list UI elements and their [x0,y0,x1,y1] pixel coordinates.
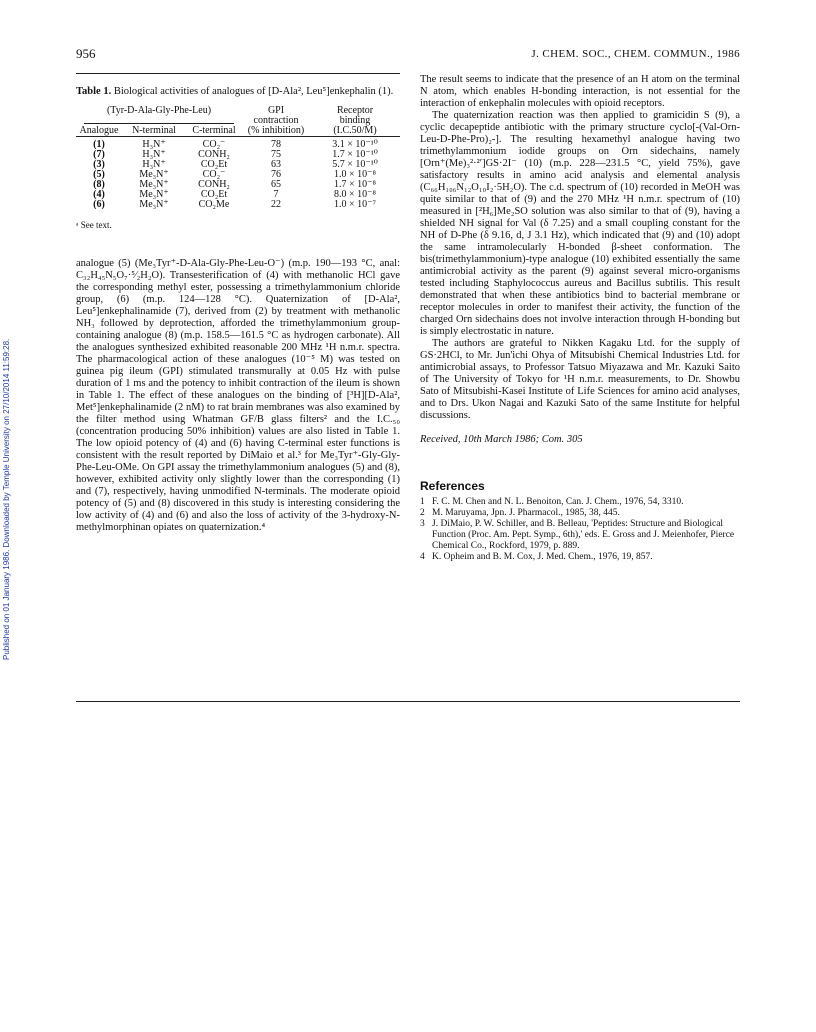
reference-number: 4 [420,552,425,562]
receptor-header-line3: (I.C.50/M) [333,125,377,136]
right-column [420,74,740,563]
journal-header: J. CHEM. SOC., CHEM. COMMUN., 1986 [531,48,740,60]
c-terminal-cell: CONH₂ [198,179,230,190]
header-rule-left [76,73,400,74]
analogue-cell: (3) [93,159,105,170]
reference-item [420,519,740,552]
gpi-cell: 78 [271,139,281,150]
table-caption-text: Biological activities of analogues of [D-Ala², Leu⁵]enkephalin (1). [113,86,394,97]
left-column [76,86,400,534]
table-caption [76,86,400,98]
analogue-cell: (7) [93,149,105,160]
binding-cell: 1.7 × 10⁻⁸ [334,179,376,190]
c-terminal-cell: CO₂⁻ [202,169,226,180]
reference-text: J. DiMaio, P. W. Schiller, and B. Belleau, 'Peptides: Structure and Biological Function (Proc. Am. Pept. Symp., 6th),' eds. E. Gross and J. Meienhofer, Pierce Chemical Co., Rockford, 1979, p. 889. [432,519,735,551]
gpi-cell: 76 [271,169,281,180]
n-terminal-cell: H₃N⁺ [142,159,166,170]
column-header-n-terminal: N-terminal [132,125,176,136]
n-terminal-cell: Me₃N⁺ [139,199,169,210]
body-paragraph-1: The result seems to indicate that the presence of an H atom on the terminal N atom, which enables H-bonding interaction, is not essential for the interaction of enkephalin molecules with opioid receptors. [420,74,740,109]
gpi-header-line2: contraction [253,115,299,126]
c-terminal-cell: CO₂Et [200,159,228,170]
table-row [76,200,400,210]
n-terminal-cell: H₃N⁺ [142,149,166,160]
reference-text: K. Opheim and B. M. Cox, J. Med. Chem., 1976, 19, 857. [432,552,653,562]
binding-cell: 3.1 × 10⁻¹⁰ [332,139,378,150]
n-terminal-cell: Me₃N⁺ [139,189,169,200]
binding-cell: 1.7 × 10⁻¹⁰ [332,149,378,160]
peptide-group-header: (Tyr-D-Ala-Gly-Phe-Leu) [106,105,212,116]
reference-number: 2 [420,508,425,518]
reference-number: 1 [420,497,425,507]
gpi-cell: 63 [271,159,281,170]
gpi-header-line3: (% inhibition) [247,125,305,136]
activity-table [76,106,400,210]
gpi-header-line1: GPI [267,105,285,116]
column-header-c-terminal: C-terminal [192,125,236,136]
gpi-cell: 7 [273,189,279,200]
receptor-header-line1: Receptor [336,105,374,116]
reference-text: F. C. M. Chen and N. L. Benoiton, Can. J. Chem., 1976, 54, 3310. [432,497,684,507]
analogue-cell: (8) [93,179,105,190]
body-paragraph-2: The quaternization reaction was then applied to gramicidin S (9), a cyclic decapeptide antibiotic with the primary structure cyclo[-(Val-Orn-Leu-D-Phe-Pro)₂-]. The resulting hexamethyl analogue having two trimethylammonium iodide groups on Orn sidechains, namely [Orn⁺(Me)₃²·²′]GS·2I⁻ (10) (m.p. 228—231.5 °C, yield 75%), gave satisfactory results in amino acid analysis and elemental analysis (C₆₆H₁₀₆N₁₂O₁₀I₂·5H₂O). The c.d. spectrum of (10) recorded in MeOH was quite similar to that of (9) and the 270 MHz ¹H n.m.r. spectrum of (10) measured in [²H₆]Me₂SO solution was also similar to that of (9), having a shielded NH signal for Val (δ 7.25) and a small coupling constant for the NH of D-Phe (δ 9.16, d, J 3.1 Hz), which indicated that (9) and (10) adopt the same intramolecularly H-bonded β-sheet conformation. The bis(trimethylammonium)-type analogue (10) exhibited essentially the same antimicrobial activity as the parent (9) against several micro-organisms tested including Staphylococcus aureus and Bacillus subtilis. This result demonstrated that when these antibiotics bind to bacterial membrane or receptor molecules in order to manifest their activity, the function of the charged Orn sidechains does not involve interaction through H-bonding but is simply electrostatic in nature. [420,110,740,337]
reference-text: M. Maruyama, Jpn. J. Pharmacol., 1985, 38, 445. [432,508,620,518]
binding-cell: 5.7 × 10⁻¹⁰ [332,159,378,170]
page-number: 956 [76,46,96,61]
n-terminal-cell: Me₃N⁺ [139,179,169,190]
reference-number: 3 [420,519,425,529]
acknowledgements-paragraph: The authors are grateful to Nikken Kagaku Ltd. for the supply of GS·2HCl, to Mr. Jun'ichi Ohya of Mitsubishi Chemical Industries Ltd. for antimicrobial assays, to Professor Tatsuo Miyazawa and Mr. Kazuki Saito of The University of Tokyo for ¹H n.m.r. measurements, to Dr. Showbu Sato of Mitsubishi-Kasei Institute of Life Sciences for amino acid analyses, and to Drs. Ukon Nagai and Kazuki Sato of the same Institute for helpful discussions. [420,338,740,421]
table-footnote: ᵃ See text. [76,220,112,230]
reference-item [420,508,740,519]
gpi-cell: 75 [271,149,281,160]
gpi-cell: 22 [271,199,281,210]
reference-item [420,552,740,563]
analogue-cell: (6) [93,199,105,210]
side-note: Published on 01 January 1986. Downloaded by Temple University on 27/10/2014 11:59:28. [2,338,11,660]
received-date: Received, 10th March 1986; Com. 305 [420,434,583,445]
analogue-cell: (4) [93,189,105,200]
analogue-cell: (5) [93,169,105,180]
reference-item [420,497,740,508]
references-heading: References [420,479,485,493]
binding-cell: 8.0 × 10⁻⁸ [334,189,376,200]
receptor-header-line2: binding [339,115,371,126]
references-list [420,497,740,563]
c-terminal-cell: CO₂⁻ [202,139,226,150]
n-terminal-cell: Me₃N⁺ [139,169,169,180]
c-terminal-cell: CO₂Me [198,199,230,210]
n-terminal-cell: H₃N⁺ [142,139,166,150]
analogue-cell: (1) [93,139,105,150]
footer-rule [76,701,740,702]
left-body-text: analogue (5) (Me₃Tyr⁺-D-Ala-Gly-Phe-Leu-O⁻) (m.p. 190—193 °C, anal: C₃₂H₄₅N₅O₇·⁵⁄₂H₂O). Transesterification of (4) with methanolic HCl gave the corresponding methyl ester, possessing a trimethylammonium chloride group, (6) (m.p. 124—128 °C). Quaternization of [D-Ala², Leu⁵]enkephalinamide (7), derived from (2) by treatment with methanolic NH₃ followed by deprotection, afforded the trimethylammonium group-containing analogue (8) (m.p. 158.5—161.5 °C as hydrogen carbonate). All the analogues synthesized exhibited reasonable 200 MHz ¹H n.m.r. spectra. The pharmacological action of these analogues (10⁻⁵ M) was tested on guinea pig ileum (GPI) stimulated transmurally at 0.05 Hz with pulse duration of 1 ms and the potency to inhibit contraction of the ileum is shown in Table 1. The effect of these analogues on the binding of [³H][D-Ala², Met⁵]enkephalinamide (2 nM) to rat brain membranes was also examined by the filter method using Whatman GF/B glass filters² and the I.C.₅₀ (concentration producing 50% inhibition) values are also listed in Table 1. The low opioid potency of (4) and (6) having C-terminal ester functions is consistent with the result reported by DiMaio et al.³ for Me₃Tyr⁺-Gly-Gly-Phe-Leu-OMe. On GPI assay the trimethylammonium analogues (5) and (8), however, exhibited activity only slightly lower than the corresponding (1) and (7), respectively, having unmodified N-terminals. The moderate opioid potency of (5) and (8) discovered in this study is interesting considering the low activity of (4) and (6) and also the loss of activity of the 3-hydroxy-N-methylmorphinan opiates on quaternization.⁴ [76,258,400,533]
binding-cell: 1.0 × 10⁻⁷ [334,199,376,210]
gpi-cell: 65 [271,179,281,190]
c-terminal-cell: CO₂Et [200,189,228,200]
table-caption-label: Table 1. [76,86,112,97]
binding-cell: 1.0 × 10⁻⁸ [334,169,376,180]
column-header-analogue: Analogue [79,125,119,136]
c-terminal-cell: CONH₂ [198,149,230,160]
